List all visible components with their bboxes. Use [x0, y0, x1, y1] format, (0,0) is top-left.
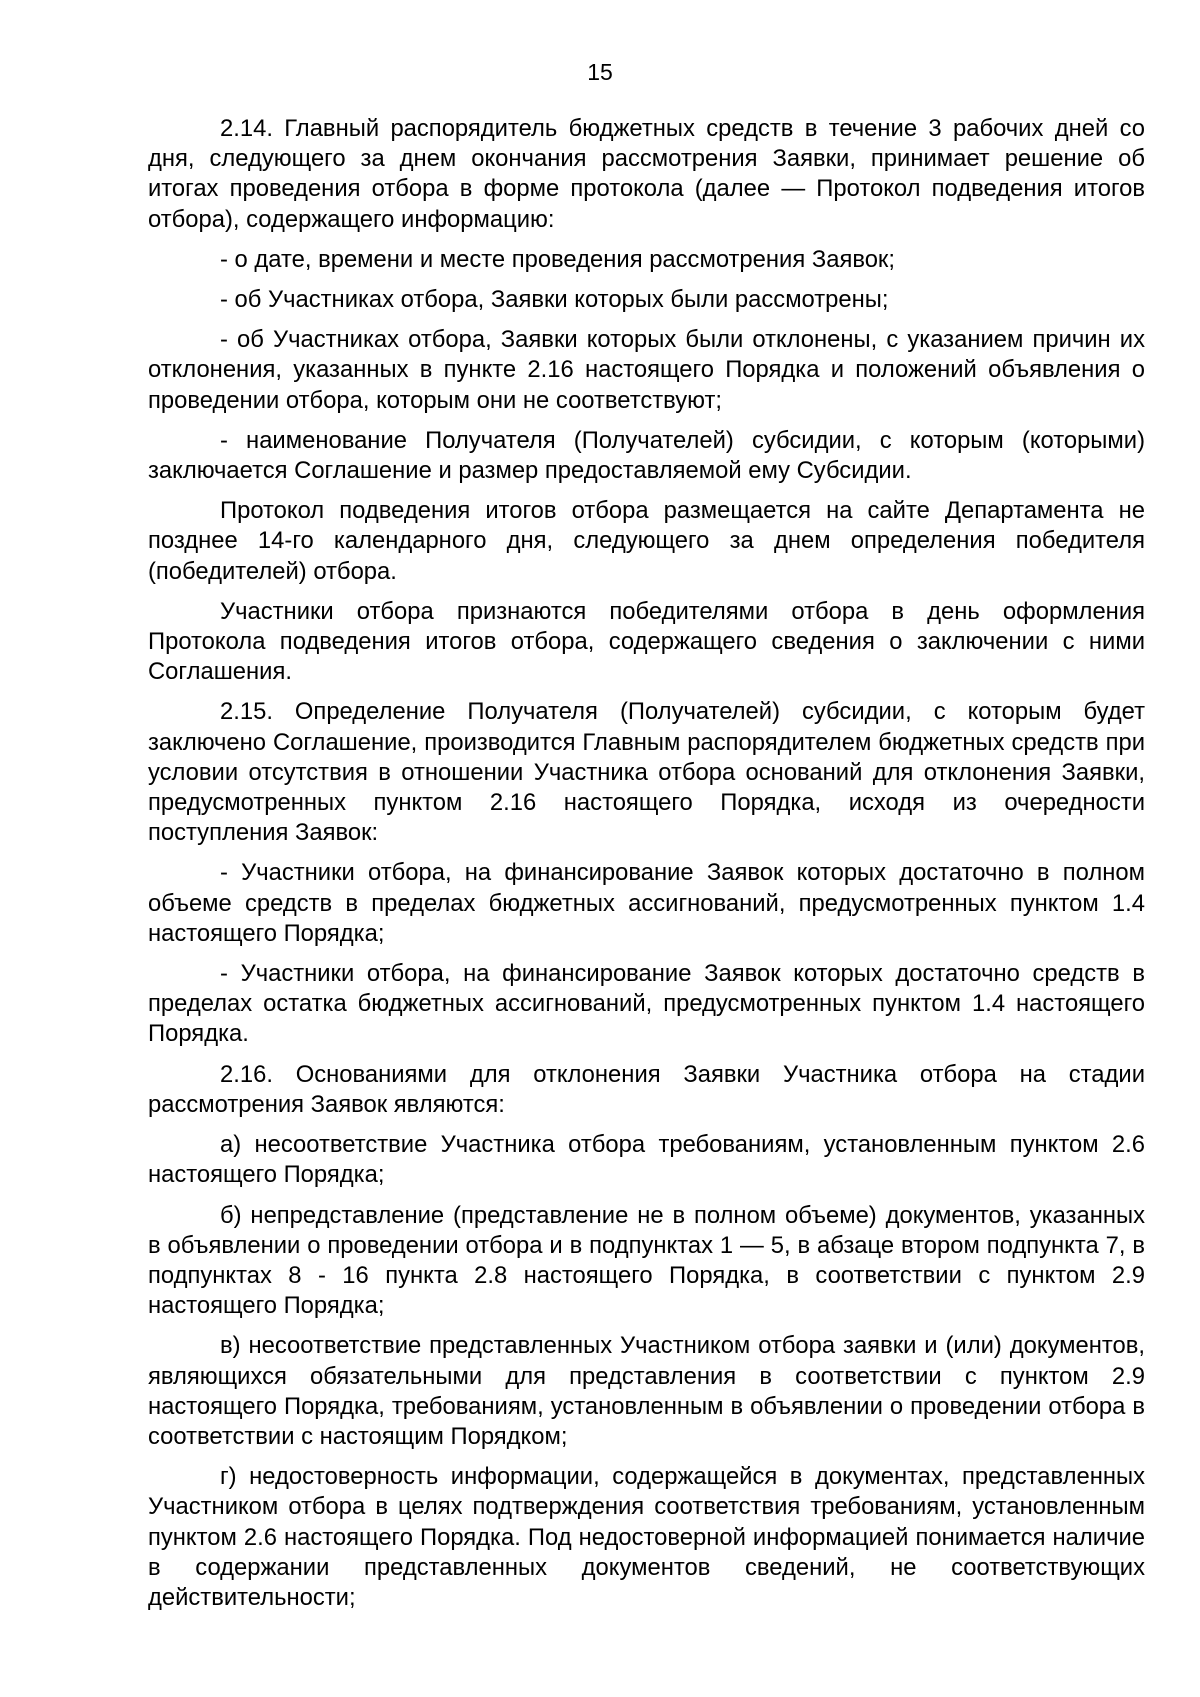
list-item-g: г) недостоверность информации, содержащейся в документах, представленных Участником отбора в целях подтверждения соответствия требованиям, установленным пунктом 2.6 настоящего Порядка. Под недостоверной информацией понимается наличие в содержании представленных документов сведений, не соответствующих действительности;	[148, 1463, 1145, 1611]
list-item-v: в) несоответствие представленных Участником отбора заявки и (или) документов, являющихся обязательными для представления в соответствии с пунктом 2.9 настоящего Порядка, требованиям, установленным в объявлении о проведении отбора в соответствии с настоящим Порядком;	[148, 1332, 1145, 1450]
paragraph-winners: Участники отбора признаются победителями отбора в день оформления Протокола подведения итогов отбора, содержащего сведения о заключении с ними Соглашения.	[148, 597, 1145, 686]
document-body	[148, 114, 1145, 1622]
list-item-b: б) непредставление (представление не в полном объеме) документов, указанных в объявлении о проведении отбора и в подпунктах 1 — 5, в абзаце втором подпункта 7, в подпунктах 8 - 16 пункта 2.8 настоящего Порядка, в соответствии с пунктом 2.9 настоящего Порядка;	[148, 1201, 1145, 1320]
paragraph-2-14: 2.14. Главный распорядитель бюджетных средств в течение 3 рабочих дней со дня, следующего за днем окончания рассмотрения Заявки, принимает решение об итогах проведения отбора в форме протокола (далее — Протокол подведения итогов отбора), содержащего информацию:	[148, 115, 1145, 233]
paragraph-2-15: 2.15. Определение Получателя (Получателей) субсидии, с которым будет заключено Соглашение, производится Главным распорядителем бюджетных средств при условии отсутствия в отношении Участника отбора оснований для отклонения Заявки, предусмотренных пунктом 2.16 настоящего Порядка, исходя из очередности поступления Заявок:	[148, 698, 1145, 847]
list-item-full-financing: - Участники отбора, на финансирование Заявок которых достаточно в полном объеме средств в пределах бюджетных ассигнований, предусмотренных пунктом 1.4 настоящего Порядка;	[148, 859, 1145, 947]
list-item-rejected-participants: - об Участниках отбора, Заявки которых были отклонены, с указанием причин их отклонения, указанных в пункте 2.16 настоящего Порядка и положений объявления о проведении отбора, которым они не соответствуют;	[148, 326, 1145, 414]
list-item-date-time-place: - о дате, времени и месте проведения рассмотрения Заявок;	[220, 245, 895, 273]
list-item-remaining-financing: - Участники отбора, на финансирование Заявок которых достаточно средств в пределах остатка бюджетных ассигнований, предусмотренных пунктом 1.4 настоящего Порядка.	[148, 960, 1145, 1048]
paragraph-2-16: 2.16. Основаниями для отклонения Заявки Участника отбора на стадии рассмотрения Заявок являются:	[148, 1060, 1145, 1118]
list-item-recipient-name: - наименование Получателя (Получателей) субсидии, с которым (которыми) заключается Соглашение и размер предоставляемой ему Субсидии.	[148, 426, 1145, 485]
list-item-reviewed-participants: - об Участниках отбора, Заявки которых были рассмотрены;	[220, 286, 889, 314]
list-item-a: а) несоответствие Участника отбора требованиям, установленным пунктом 2.6 настоящего Порядка;	[148, 1131, 1145, 1189]
page-number: 15	[587, 59, 613, 85]
paragraph-protocol-publication: Протокол подведения итогов отбора размещается на сайте Департамента не позднее 14-го календарного дня, следующего за днем определения победителя (победителей) отбора.	[148, 497, 1145, 585]
